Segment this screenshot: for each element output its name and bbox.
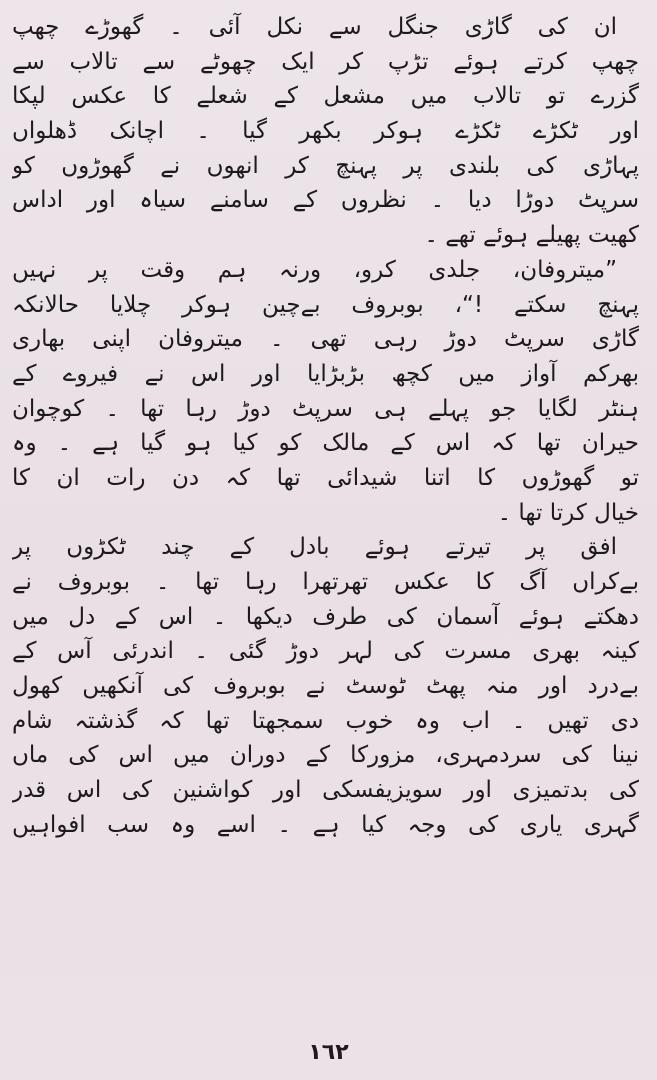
body-text	[12, 10, 639, 843]
text-line: بےدرد اور منہ پھٹ ٹوسٹ نے بوبروف کی آنکھیں کھول	[12, 673, 639, 700]
text-line: خیال کرتا تھا ۔	[497, 499, 639, 526]
text-line: تو گھوڑوں کا اتنا شیدائی تھا کہ دن رات ان کا	[12, 464, 639, 491]
text-line: اور ٹکڑے ٹکڑے ہوکر بکھر گیا ۔ اچانک ڈھلواں	[12, 118, 639, 145]
text-line: دھکتے ہوئے آسمان کی طرف دیکھا ۔ اس کے دل میں	[12, 603, 639, 630]
page-number: ١٦٢	[308, 1040, 349, 1065]
text-line: کینہ بھری مسرت کی لہر دوڑ گئی ۔ اندرئی آس کے	[12, 638, 639, 665]
text-line: گاڑی سرپٹ دوڑ رہی تھی ۔ میتروفان اپنی بھاری	[12, 326, 639, 353]
text-line: نینا کی سردمہری، مزورکا کے دوران میں اس کی ماں	[12, 742, 639, 769]
text-line: بھرکم آواز میں کچھ بڑبڑایا اور اس نے فیروے کے	[12, 360, 639, 387]
text-line: حیران تھا کہ اس کے مالک کو کیا ہو گیا ہے ۔ وہ	[12, 430, 639, 457]
text-line: گزرے تو تالاب میں مشعل کے شعلے کا عکس لپکا	[12, 83, 639, 110]
text-line: پہاڑی کی بلندی پر پہنچ کر انھوں نے گھوڑوں کو	[12, 152, 639, 179]
text-line: دی تھیں ۔ اب وہ خوب سمجھتا تھا کہ گذشتہ شام	[12, 707, 639, 734]
text-line: ”میتروفان، جلدی کرو، ورنہ ہم وقت پر نہیں	[12, 256, 617, 283]
text-line: کھیت پھیلے ہوئے تھے ۔	[424, 222, 639, 249]
text-line: ان کی گاڑی جنگل سے نکل آئی ۔ گھوڑے چھپ	[12, 14, 617, 40]
text-line: پہنچ سکتے !“، بوبروف بےچین ہوکر چلایا حالانکہ	[12, 291, 639, 318]
text-line: سرپٹ دوڑا دیا ۔ نظروں کے سامنے سیاہ اور اداس	[12, 187, 639, 214]
text-line: چھپ کرتے ہوئے تڑپ کر ایک چھوٹے سے تالاب سے	[12, 48, 639, 75]
text-line: بےکراں آگ کا عکس تھرتھرا رہا تھا ۔ بوبروف نے	[12, 569, 639, 595]
text-line: کی بدتمیزی اور سویزیفسکی اور کواشنین کی اس قدر	[12, 777, 639, 804]
text-line: افق پر تیرتے ہوئے بادل کے چند ٹکڑوں پر	[12, 534, 617, 561]
text-line: گہری یاری کی وجہ کیا ہے ۔ اسے وہ سب افواہیں	[12, 811, 639, 838]
text-line: ہنٹر لگایا جو پہلے ہی سرپٹ دوڑ رہا تھا ۔ کوچوان	[12, 395, 639, 422]
